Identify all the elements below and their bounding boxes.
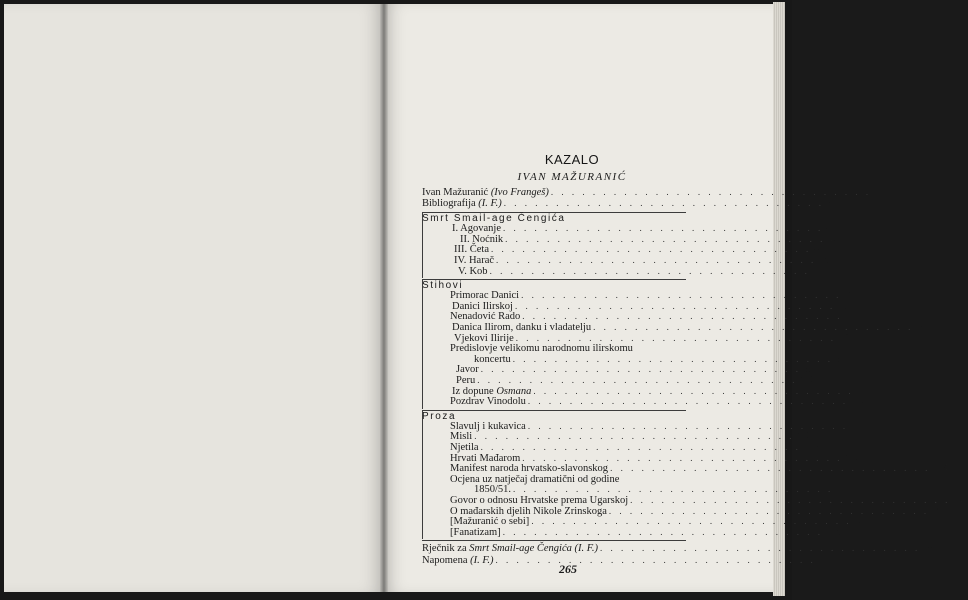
section-left-rule [422,410,423,540]
toc-entry-text: Hrvati Mađarom [450,452,521,464]
toc-entry-text: Javor [456,364,479,376]
toc-entry-italic: (Ivo Frangeš) [490,187,549,198]
toc-entry-title [422,199,504,210]
toc-entry [422,396,866,408]
toc-entry-text: Primorac Danici [450,290,520,302]
author-heading: IVAN MAŽURANIĆ [517,171,627,183]
dot-leader: . . . . . . . . . . . . . . . . . . . . . . . . . . . . . . . [480,442,801,452]
toc-entry [422,197,837,210]
toc-entry-title [422,267,490,278]
dot-leader: . . . . . . . . . . . . . . . . . . . . . . . . . . . . . . . [522,452,843,463]
dot-leader: . . . . . . . . . . . . . . . . . . . . . . . . . . . . . . . [503,223,824,234]
toc-entry-text: Danici Ilirskoj [452,300,513,312]
dot-leader: . . . . . . . . . . . . . . . . . . . . . . . . . . . . . . . [496,255,817,265]
toc-entry-text: III. Četa [454,244,489,256]
toc-entry-title [422,397,528,408]
toc-entry-italic: (I. F.) [478,197,502,209]
page-title: KAZALO [544,152,600,167]
toc-entry-title [422,556,496,567]
toc-entry-text: Govor o odnosu Hrvatske prema Ugarskoj [450,495,629,506]
toc-entry-text: II. Noćnik [460,233,504,245]
dot-leader: . . . . . . . . . . . . . . . . . . . . . . . . . . . . . . . [630,495,951,505]
dot-leader: . . . . . . . . . . . . . . . . . . . . . . . . . . . . . . . [495,555,816,565]
toc-page-number: 134 [932,463,949,475]
toc-page-number: 115 [802,442,819,453]
toc-entry-text: Nenadović Rado [450,311,521,323]
toc-entry-italic: Osmana [496,385,532,397]
section-heading: Proza [422,410,457,422]
toc-entry [422,265,823,278]
toc-entry-text: Misli [450,431,473,443]
toc-entry-text: Bibliografija [422,197,479,209]
toc-page-number: 85 [915,322,926,333]
toc-entry-text: O mađarskih djelih Nikole Zrinskoga [450,505,607,517]
dot-leader: . . . . . . . . . . . . . . . . . . . . . . . . . . . . . . . [512,353,833,364]
toc-page-number: 73 [811,265,823,277]
toc-entry-text: [Fanatizam] [450,526,501,538]
toc-page-number: 43 [825,223,836,235]
dot-leader: . . . . . . . . . . . . . . . . . . . . . . . . . . . . . . . [489,265,810,276]
toc-entry [422,543,938,555]
toc-page-number: 79 [837,300,848,312]
toc-entry-text: [Mažuranić o sebi] [450,516,530,528]
toc-entry-italic: Smrt Smail-age Čengića (I. F.) [469,543,598,555]
toc-page-number: 56 [818,255,829,266]
toc-entry-text: V. Kob [458,265,488,277]
toc-entry-text: IV. Harač [454,255,495,266]
toc-page-number: 35 [825,197,837,209]
dot-leader: . . . . . . . . . . . . . . . . . . . . . . . . . . . . . . . [477,375,798,385]
toc-entry-text: Pozdrav Vinodolu [450,396,526,408]
toc-entry-text: 1850/51. [474,484,512,496]
section-heading: Smrt Smail-age Čengića [422,213,566,225]
section-rule [422,410,686,411]
section-left-rule [422,279,423,409]
dot-leader: . . . . . . . . . . . . . . . . . . . . . . . . . . . . . . . [522,311,843,322]
dot-leader: . . . . . . . . . . . . . . . . . . . . . . . . . . . . . . . [527,396,849,407]
dot-leader: . . . . . . . . . . . . . . . . . . . . . . . . . . . . . . . [521,290,842,301]
dot-leader: . . . . . . . . . . . . . . . . . . . . . . . . . . . . . . . [550,187,872,197]
dot-leader: . . . . . . . . . . . . . . . . . . . . . . . . . . . . . . . [515,332,837,343]
toc-page-number: 103 [855,385,872,397]
dot-leader: . . . . . . . . . . . . . . . . . . . . . . . . . . . . . . . [610,463,931,474]
dot-leader: . . . . . . . . . . . . . . . . . . . . . . . . . . . . . . . [490,244,812,255]
toc-entry-text: Danica Ilirom, danku i vladatelju [452,322,592,333]
toc-page-number: 77 [843,290,854,302]
section-left-rule [422,212,423,278]
toc-entry-text: Ocjena uz natječaj dramatični od godine [450,473,620,485]
page-number: 265 [559,562,577,576]
section-rule [422,540,686,541]
toc-entry-text: Napomena [422,555,471,566]
dot-leader: . . . . . . . . . . . . . . . . . . . . . . . . . . . . . . . [593,322,914,332]
toc-page-number: 147 [952,495,968,506]
toc-page-number: 116 [844,452,860,464]
toc-entry-italic: (I. F.) [470,555,494,566]
toc-entry-text: koncertu [474,353,511,365]
toc-page-number: 111 [850,420,866,432]
dot-leader: . . . . . . . . . . . . . . . . . . . . . . . . . . . . . . . [480,364,801,375]
toc-entry-text: Peru [456,375,476,386]
dot-leader: . . . . . . . . . . . . . . . . . . . . . . . . . . . . . . . [608,505,930,516]
toc-page-number: 102 [799,375,816,386]
dot-leader: . . . . . . . . . . . . . . . . . . . . . . . . . . . . . . . [503,197,824,208]
left-page-blank [4,4,384,592]
book-spine [380,4,388,592]
toc-page-number: 153 [931,505,947,517]
section-heading: Stihovi [422,280,464,292]
toc-page-number: 171 [817,555,834,566]
toc-entry-text: I. Agovanje [452,223,501,235]
toc-entry-text: Manifest naroda hrvatsko-slavonskog [450,463,609,475]
toc-entry-text: Predislovje velikomu narodnomu ilirskomu [450,343,633,355]
toc-page-number: 7 [873,187,879,198]
toc-entry-text: Njetila [450,442,479,453]
toc-entry-text: Rječnik za [422,543,470,555]
toc-page-number: 81 [844,311,856,323]
toc-page-number: 48 [813,244,824,256]
dot-leader: . . . . . . . . . . . . . . . . . . . . . . . . . . . . . . . [474,431,795,442]
toc-page-number: 112 [796,431,812,443]
dot-leader: . . . . . . . . . . . . . . . . . . . . . . . . . . . . . . . [514,300,836,311]
toc-entry-text: Ivan Mažuranić [422,187,491,198]
toc-page-number: 143 [835,484,852,496]
toc-entry-title [422,544,600,555]
toc-page-number: 157 [922,543,938,555]
toc-page-number: 95 [835,353,846,365]
toc-entry-text: Iz dopune [452,385,497,397]
dot-leader: . . . . . . . . . . . . . . . . . . . . . . . . . . . . . . . [502,526,823,537]
toc-entry-text: Slavulj i kukavica [450,420,526,432]
dot-leader: . . . . . . . . . . . . . . . . . . . . . . . . . . . . . . . [513,484,834,495]
dot-leader: . . . . . . . . . . . . . . . . . . . . . . . . . . . . . . . [505,233,826,244]
toc-page-number: 98 [803,364,814,376]
toc-entry-text: Vjekovi Ilirije [454,332,514,344]
dot-leader: . . . . . . . . . . . . . . . . . . . . . . . . . . . . . . . [527,420,849,431]
toc-page-number: 156 [824,526,841,538]
toc-entry-title [422,528,503,539]
toc-page-number: 106 [850,396,866,408]
toc-page-number: 89 [838,332,849,344]
toc-page-number: 154 [853,516,870,528]
toc-page-number: 46 [827,233,838,245]
toc-entry [422,526,841,539]
dot-leader: . . . . . . . . . . . . . . . . . . . . . . . . . . . . . . . [531,516,852,527]
dot-leader: . . . . . . . . . . . . . . . . . . . . . . . . . . . . . . . [533,385,854,396]
dot-leader: . . . . . . . . . . . . . . . . . . . . . . . . . . . . . . . [599,543,921,554]
